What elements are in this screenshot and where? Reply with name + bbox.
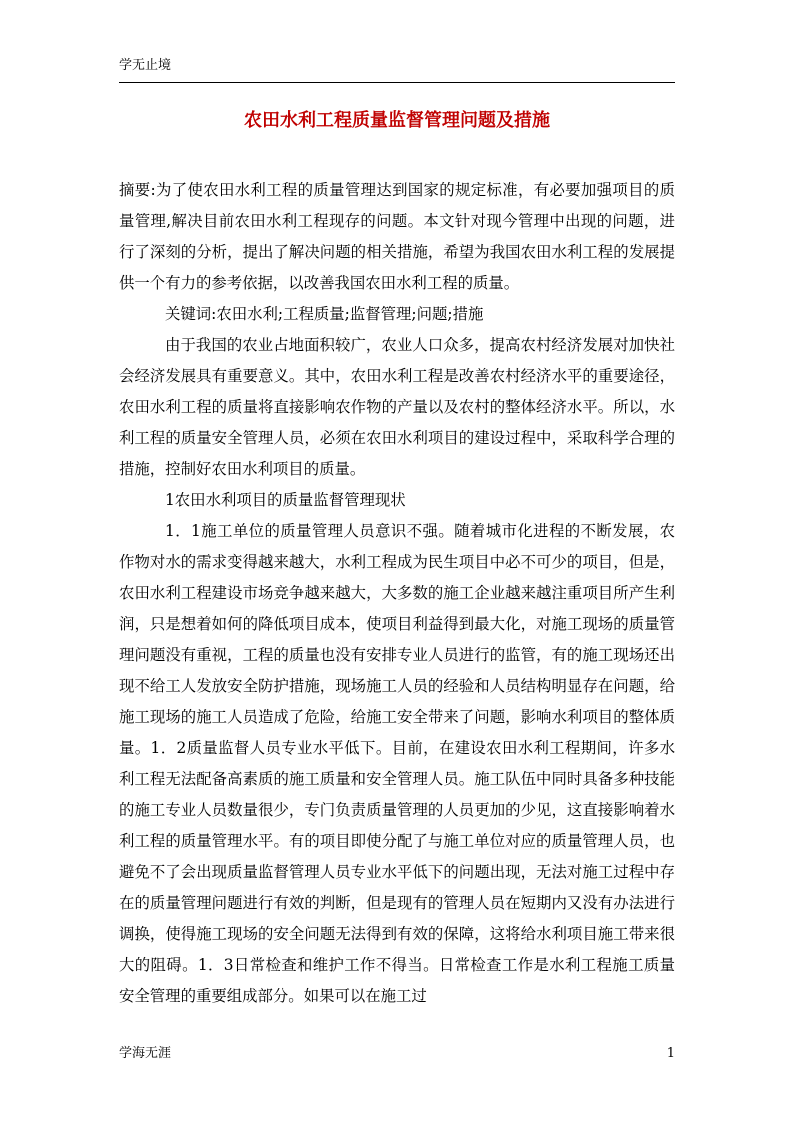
keywords-paragraph: 关键词:农田水利;工程质量;监督管理;问题;措施: [165, 305, 484, 323]
header-rule: [119, 82, 675, 83]
section-paragraph: 1．1施工单位的质量管理人员意识不强。随着城市化进程的不断发展，农作物对水的需求变得越来越大，水利工程成为民生项目中必不可少的项目，但是，农田水利工程建设市场竞争越来越大，大多数的施工企业越来越注重项目所产生利润，只是想着如何的降低项目成本，使项目利益得到最大化，对施工现场的质量管理问题没有重视，工程的质量也没有安排专业人员进行的监管，有的施工现场还出现不给工人发放安全防护措施，现场施工人员的经验和人员结构明显存在问题，给施工现场的施工人员造成了危险，给施工安全带来了问题，影响水利项目的整体质量。1．2质量监督人员专业水平低下。目前，在建设农田水利工程期间，许多水利工程无法配备高素质的施工质量和安全管理人员。施工队伍中同时具备多种技能的施工专业人员数量很少，专门负责质量管理的人员更加的少见，这直接影响着水利工程的质量管理水平。有的项目即使分配了与施工单位对应的质量管理人员，也避免不了会出现质量监督管理人员专业水平低下的问题出现，无法对施工过程中存在的质量管理问题进行有效的判断，但是现有的管理人员在短期内又没有办法进行调换，使得施工现场的安全问题无法得到有效的保障，这将给水利项目施工带来很大的阻碍。1．3日常检查和维护工作不得当。日常检查工作是水利工程施工质量安全管理的重要组成部分。如果可以在施工过: [119, 522, 675, 1005]
page-footer: 学海无涯: [119, 1046, 172, 1061]
abstract-paragraph: 摘要:为了使农田水利工程的质量管理达到国家的规定标准，有必要加强项目的质量管理,解决目前农田水利工程现存的问题。本文针对现今管理中出现的问题，进行了深刻的分析，提出了解决问题的相关措施，希望为我国农田水利工程的发展提供一个有力的参考依据，以改善我国农田水利工程的质量。: [119, 181, 675, 292]
document-body: [119, 175, 675, 1012]
page-number: 1: [666, 1046, 675, 1061]
document-title: 农田水利工程质量监督管理问题及措施: [244, 110, 550, 131]
intro-paragraph: 由于我国的农业占地面积较广，农业人口众多，提高农村经济发展对加快社会经济发展具有重要意义。其中，农田水利工程是改善农村经济水平的重要途径，农田水利工程的质量将直接影响农作物的产量以及农村的整体经济水平。所以，水利工程的质量安全管理人员，必须在农田水利项目的建设过程中，采取科学合理的措施，控制好农田水利项目的质量。: [119, 336, 675, 478]
page-header: 学无止境: [119, 58, 172, 73]
section-heading: 1农田水利项目的质量监督管理现状: [165, 491, 406, 509]
